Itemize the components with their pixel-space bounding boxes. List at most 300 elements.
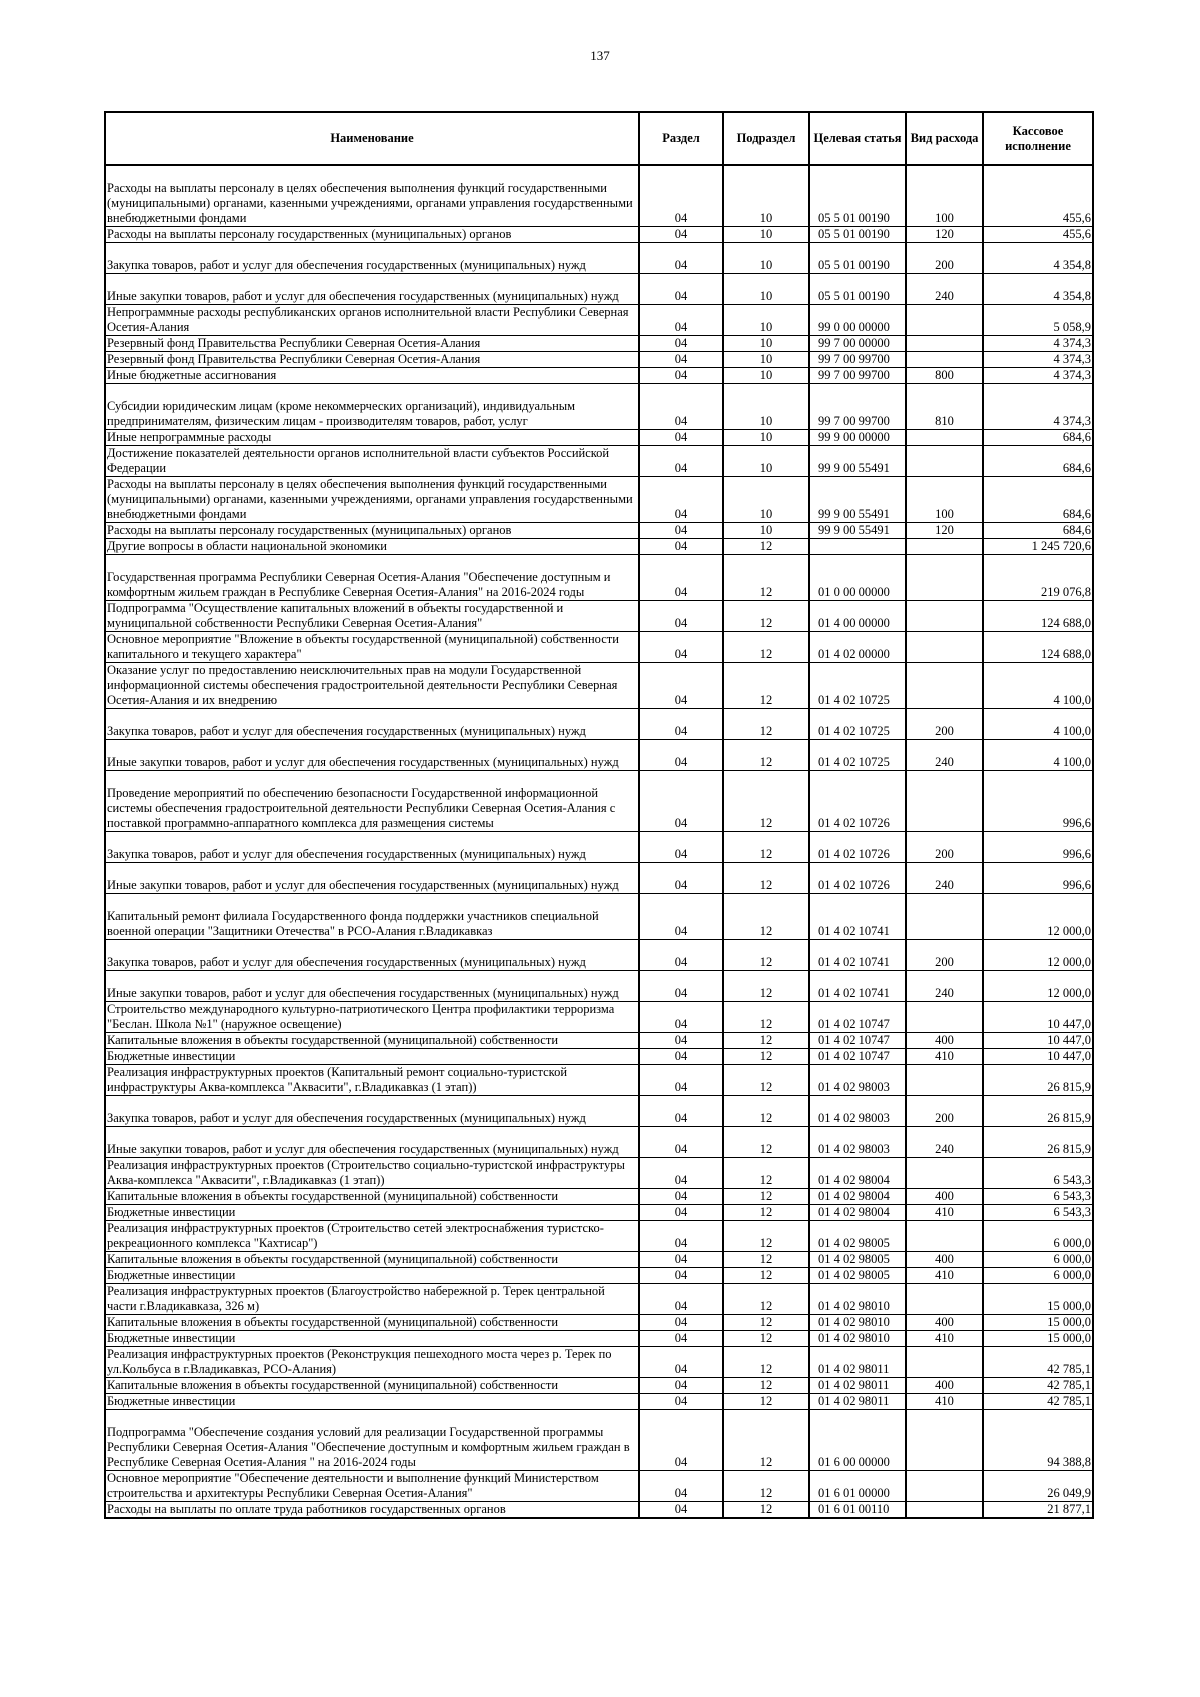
table-row (105, 1001, 1093, 1032)
cell-subsection: 12 (723, 1330, 809, 1346)
cell-section: 04 (639, 383, 723, 429)
cell-subsection: 12 (723, 831, 809, 862)
cell-name: Расходы на выплаты персоналу в целях обеспечения выполнения функций государственными (муниципальными) органами, казенными учреждениями, органами управления государственными внебюджетными фондами (105, 165, 639, 226)
table-row (105, 1409, 1093, 1470)
cell-type (906, 445, 983, 476)
cell-amount: 15 000,0 (983, 1283, 1093, 1314)
cell-amount: 124 688,0 (983, 631, 1093, 662)
cell-amount: 219 076,8 (983, 554, 1093, 600)
cell-subsection: 12 (723, 1204, 809, 1220)
cell-name: Подпрограмма "Осуществление капитальных вложений в объекты государственной и муниципальной собственности Республики Северная Осетия-Алания" (105, 600, 639, 631)
cell-target: 01 4 02 98011 (809, 1393, 906, 1409)
cell-type (906, 1501, 983, 1518)
cell-amount: 1 245 720,6 (983, 538, 1093, 554)
cell-section: 04 (639, 1126, 723, 1157)
cell-subsection: 12 (723, 970, 809, 1001)
cell-amount: 26 049,9 (983, 1470, 1093, 1501)
cell-amount: 94 388,8 (983, 1409, 1093, 1470)
cell-type: 100 (906, 165, 983, 226)
cell-type (906, 631, 983, 662)
cell-subsection: 12 (723, 893, 809, 939)
cell-subsection: 12 (723, 1267, 809, 1283)
cell-subsection: 10 (723, 165, 809, 226)
cell-target: 01 4 02 98010 (809, 1283, 906, 1314)
cell-target: 01 4 02 10725 (809, 708, 906, 739)
table-row (105, 335, 1093, 351)
header-subsection: Подраздел (723, 112, 809, 165)
cell-amount: 996,6 (983, 831, 1093, 862)
table-row (105, 1048, 1093, 1064)
cell-subsection: 12 (723, 1393, 809, 1409)
cell-amount: 5 058,9 (983, 304, 1093, 335)
cell-amount: 455,6 (983, 165, 1093, 226)
cell-name: Капитальные вложения в объекты государственной (муниципальной) собственности (105, 1251, 639, 1267)
table-row (105, 383, 1093, 429)
table-row (105, 1157, 1093, 1188)
cell-name: Закупка товаров, работ и услуг для обеспечения государственных (муниципальных) нужд (105, 242, 639, 273)
cell-type (906, 554, 983, 600)
table-row (105, 662, 1093, 708)
cell-section: 04 (639, 1283, 723, 1314)
cell-subsection: 12 (723, 1283, 809, 1314)
cell-type: 200 (906, 831, 983, 862)
cell-type (906, 335, 983, 351)
cell-name: Реализация инфраструктурных проектов (Строительство социально-туристской инфраструктуры Аква-комплекса "Аквасити", г.Владикавказ (1 этап)) (105, 1157, 639, 1188)
cell-type (906, 1220, 983, 1251)
page-number: 137 (590, 48, 610, 63)
cell-section: 04 (639, 600, 723, 631)
table-row (105, 1393, 1093, 1409)
cell-amount: 26 815,9 (983, 1064, 1093, 1095)
cell-amount: 6 543,3 (983, 1157, 1093, 1188)
cell-name: Бюджетные инвестиции (105, 1048, 639, 1064)
cell-amount: 996,6 (983, 862, 1093, 893)
cell-subsection: 10 (723, 429, 809, 445)
cell-subsection: 10 (723, 351, 809, 367)
cell-name: Реализация инфраструктурных проектов (Благоустройство набережной р. Терек центральной части г.Владикавказа, 326 м) (105, 1283, 639, 1314)
cell-subsection: 10 (723, 476, 809, 522)
cell-name: Достижение показателей деятельности органов исполнительной власти субъектов Российской Федерации (105, 445, 639, 476)
cell-section: 04 (639, 893, 723, 939)
header-section: Раздел (639, 112, 723, 165)
budget-table (104, 111, 1094, 1519)
cell-subsection: 12 (723, 1377, 809, 1393)
cell-amount: 6 000,0 (983, 1220, 1093, 1251)
cell-type: 200 (906, 1095, 983, 1126)
header-target: Целевая статья (809, 112, 906, 165)
cell-section: 04 (639, 554, 723, 600)
cell-name: Подпрограмма "Обеспечение создания условий для реализации Государственной программы Республики Северная Осетия-Алания "Обеспечение доступным и комфортным жильем граждан в Республике Северная Осетия-Алания " на 2016-2024 годы (105, 1409, 639, 1470)
cell-amount: 26 815,9 (983, 1095, 1093, 1126)
cell-amount: 6 543,3 (983, 1204, 1093, 1220)
cell-type: 240 (906, 739, 983, 770)
cell-type: 400 (906, 1032, 983, 1048)
cell-amount: 4 374,3 (983, 351, 1093, 367)
cell-subsection: 10 (723, 383, 809, 429)
cell-target: 01 4 02 98010 (809, 1330, 906, 1346)
cell-section: 04 (639, 1346, 723, 1377)
cell-section: 04 (639, 970, 723, 1001)
cell-section: 04 (639, 522, 723, 538)
cell-target (809, 538, 906, 554)
cell-type (906, 1283, 983, 1314)
cell-amount: 6 000,0 (983, 1267, 1093, 1283)
cell-subsection: 10 (723, 226, 809, 242)
cell-subsection: 12 (723, 1157, 809, 1188)
cell-section: 04 (639, 708, 723, 739)
cell-type (906, 429, 983, 445)
cell-amount: 4 374,3 (983, 335, 1093, 351)
cell-subsection: 12 (723, 1126, 809, 1157)
cell-amount: 684,6 (983, 429, 1093, 445)
cell-subsection: 10 (723, 242, 809, 273)
cell-amount: 21 877,1 (983, 1501, 1093, 1518)
cell-target: 99 7 00 99700 (809, 367, 906, 383)
cell-section: 04 (639, 1064, 723, 1095)
cell-amount: 10 447,0 (983, 1048, 1093, 1064)
table-row (105, 939, 1093, 970)
cell-target: 05 5 01 00190 (809, 226, 906, 242)
cell-target: 01 4 02 98003 (809, 1126, 906, 1157)
cell-subsection: 12 (723, 1346, 809, 1377)
cell-type (906, 1001, 983, 1032)
cell-name: Основное мероприятие "Обеспечение деятельности и выполнение функций Министерством строительства и архитектуры Республики Северная Осетия-Алания" (105, 1470, 639, 1501)
cell-target: 01 4 02 98003 (809, 1095, 906, 1126)
table-row (105, 1095, 1093, 1126)
cell-target: 01 4 02 98004 (809, 1204, 906, 1220)
cell-subsection: 12 (723, 554, 809, 600)
cell-name: Резервный фонд Правительства Республики Северная Осетия-Алания (105, 351, 639, 367)
cell-section: 04 (639, 476, 723, 522)
cell-target: 01 4 02 10741 (809, 939, 906, 970)
cell-name: Оказание услуг по предоставлению неисключительных прав на модули Государственной информационной системы обеспечения градостроительной деятельности Республики Северная Осетия-Алания и их внедрению (105, 662, 639, 708)
cell-target: 01 4 02 98011 (809, 1377, 906, 1393)
table-row (105, 970, 1093, 1001)
cell-amount: 26 815,9 (983, 1126, 1093, 1157)
cell-section: 04 (639, 1314, 723, 1330)
cell-name: Другие вопросы в области национальной экономики (105, 538, 639, 554)
cell-type: 120 (906, 226, 983, 242)
table-row (105, 893, 1093, 939)
cell-name: Закупка товаров, работ и услуг для обеспечения государственных (муниципальных) нужд (105, 1095, 639, 1126)
cell-name: Государственная программа Республики Северная Осетия-Алания "Обеспечение доступным и комфортным жильем граждан в Республике Северная Осетия-Алания" на 2016-2024 годы (105, 554, 639, 600)
cell-type: 810 (906, 383, 983, 429)
cell-subsection: 12 (723, 1314, 809, 1330)
cell-target: 01 4 02 10741 (809, 970, 906, 1001)
table-row (105, 831, 1093, 862)
cell-name: Расходы на выплаты по оплате труда работников государственных органов (105, 1501, 639, 1518)
cell-type (906, 1346, 983, 1377)
cell-section: 04 (639, 226, 723, 242)
cell-amount: 4 374,3 (983, 383, 1093, 429)
cell-amount: 455,6 (983, 226, 1093, 242)
cell-amount: 15 000,0 (983, 1314, 1093, 1330)
cell-subsection: 12 (723, 1188, 809, 1204)
table-row (105, 739, 1093, 770)
cell-type: 200 (906, 939, 983, 970)
cell-section: 04 (639, 1393, 723, 1409)
cell-type (906, 538, 983, 554)
cell-subsection: 12 (723, 600, 809, 631)
cell-name: Иные закупки товаров, работ и услуг для обеспечения государственных (муниципальных) нужд (105, 862, 639, 893)
cell-name: Основное мероприятие "Вложение в объекты государственной (муниципальной) собственности капитального и текущего характера" (105, 631, 639, 662)
cell-section: 04 (639, 631, 723, 662)
cell-type (906, 1157, 983, 1188)
cell-name: Капитальный ремонт филиала Государственного фонда поддержки участников специальной военной операции "Защитники Отечества" в РСО-Алания г.Владикавказ (105, 893, 639, 939)
cell-target: 01 4 02 10726 (809, 770, 906, 831)
cell-amount: 42 785,1 (983, 1393, 1093, 1409)
cell-target: 01 4 02 98005 (809, 1251, 906, 1267)
cell-section: 04 (639, 662, 723, 708)
cell-target: 01 4 02 98004 (809, 1188, 906, 1204)
cell-subsection: 12 (723, 1001, 809, 1032)
table-row (105, 165, 1093, 226)
cell-subsection: 12 (723, 662, 809, 708)
table-row (105, 1267, 1093, 1283)
cell-name: Бюджетные инвестиции (105, 1330, 639, 1346)
cell-subsection: 12 (723, 1470, 809, 1501)
cell-section: 04 (639, 1409, 723, 1470)
cell-name: Иные непрограммные расходы (105, 429, 639, 445)
cell-target: 01 4 02 98005 (809, 1220, 906, 1251)
table-row (105, 242, 1093, 273)
cell-subsection: 12 (723, 1251, 809, 1267)
cell-type: 410 (906, 1048, 983, 1064)
cell-name: Иные закупки товаров, работ и услуг для обеспечения государственных (муниципальных) нужд (105, 1126, 639, 1157)
cell-section: 04 (639, 304, 723, 335)
cell-target: 01 4 02 10725 (809, 662, 906, 708)
cell-amount: 15 000,0 (983, 1330, 1093, 1346)
cell-target: 99 9 00 55491 (809, 445, 906, 476)
cell-amount: 6 000,0 (983, 1251, 1093, 1267)
table-row (105, 367, 1093, 383)
cell-type: 240 (906, 970, 983, 1001)
cell-target: 01 4 02 98003 (809, 1064, 906, 1095)
header-type: Вид расхода (906, 112, 983, 165)
cell-target: 99 9 00 00000 (809, 429, 906, 445)
cell-section: 04 (639, 770, 723, 831)
table-row (105, 1188, 1093, 1204)
table-row (105, 304, 1093, 335)
table-row (105, 708, 1093, 739)
cell-type (906, 770, 983, 831)
cell-target: 01 4 02 98004 (809, 1157, 906, 1188)
cell-type: 410 (906, 1267, 983, 1283)
cell-amount: 124 688,0 (983, 600, 1093, 631)
cell-type: 100 (906, 476, 983, 522)
cell-amount: 684,6 (983, 476, 1093, 522)
cell-name: Резервный фонд Правительства Республики Северная Осетия-Алания (105, 335, 639, 351)
cell-amount: 4 354,8 (983, 273, 1093, 304)
cell-subsection: 10 (723, 445, 809, 476)
cell-name: Бюджетные инвестиции (105, 1204, 639, 1220)
cell-type (906, 1064, 983, 1095)
cell-section: 04 (639, 1377, 723, 1393)
cell-subsection: 12 (723, 538, 809, 554)
cell-section: 04 (639, 165, 723, 226)
header-amount: Кассовое исполнение (983, 112, 1093, 165)
cell-type: 400 (906, 1314, 983, 1330)
cell-target: 01 6 01 00000 (809, 1470, 906, 1501)
table-row (105, 445, 1093, 476)
cell-target: 01 6 00 00000 (809, 1409, 906, 1470)
cell-subsection: 10 (723, 335, 809, 351)
table-row (105, 1064, 1093, 1095)
cell-subsection: 10 (723, 367, 809, 383)
cell-subsection: 10 (723, 522, 809, 538)
cell-section: 04 (639, 351, 723, 367)
cell-section: 04 (639, 335, 723, 351)
table-row (105, 1314, 1093, 1330)
cell-amount: 4 354,8 (983, 242, 1093, 273)
cell-amount: 684,6 (983, 522, 1093, 538)
cell-section: 04 (639, 1032, 723, 1048)
cell-target: 01 4 02 10747 (809, 1032, 906, 1048)
cell-name: Закупка товаров, работ и услуг для обеспечения государственных (муниципальных) нужд (105, 939, 639, 970)
cell-amount: 10 447,0 (983, 1032, 1093, 1048)
cell-name: Расходы на выплаты персоналу государственных (муниципальных) органов (105, 522, 639, 538)
cell-amount: 12 000,0 (983, 939, 1093, 970)
table-row (105, 1330, 1093, 1346)
cell-name: Закупка товаров, работ и услуг для обеспечения государственных (муниципальных) нужд (105, 708, 639, 739)
cell-type (906, 1409, 983, 1470)
cell-name: Иные закупки товаров, работ и услуг для обеспечения государственных (муниципальных) нужд (105, 739, 639, 770)
cell-name: Иные закупки товаров, работ и услуг для обеспечения государственных (муниципальных) нужд (105, 273, 639, 304)
table-row (105, 600, 1093, 631)
cell-target: 01 4 00 00000 (809, 600, 906, 631)
cell-section: 04 (639, 1204, 723, 1220)
cell-amount: 12 000,0 (983, 893, 1093, 939)
cell-type: 410 (906, 1330, 983, 1346)
cell-name: Непрограммные расходы республиканских органов исполнительной власти Республики Северная Осетия-Алания (105, 304, 639, 335)
cell-target: 05 5 01 00190 (809, 242, 906, 273)
cell-subsection: 12 (723, 939, 809, 970)
cell-name: Бюджетные инвестиции (105, 1393, 639, 1409)
cell-subsection: 12 (723, 1048, 809, 1064)
cell-target: 99 7 00 00000 (809, 335, 906, 351)
cell-type: 410 (906, 1393, 983, 1409)
cell-name: Иные закупки товаров, работ и услуг для обеспечения государственных (муниципальных) нужд (105, 970, 639, 1001)
cell-type (906, 351, 983, 367)
cell-type: 200 (906, 708, 983, 739)
table-row (105, 1283, 1093, 1314)
cell-target: 05 5 01 00190 (809, 165, 906, 226)
cell-name: Капитальные вложения в объекты государственной (муниципальной) собственности (105, 1377, 639, 1393)
table-row (105, 1126, 1093, 1157)
cell-subsection: 12 (723, 1220, 809, 1251)
header-row (105, 112, 1093, 165)
table-row (105, 351, 1093, 367)
cell-target: 01 4 02 10725 (809, 739, 906, 770)
cell-subsection: 12 (723, 1409, 809, 1470)
table-row (105, 1032, 1093, 1048)
cell-name: Реализация инфраструктурных проектов (Строительство сетей электроснабжения туристско-рекреационного комплекса "Кахтисар") (105, 1220, 639, 1251)
cell-target: 99 7 00 99700 (809, 351, 906, 367)
cell-target: 99 7 00 99700 (809, 383, 906, 429)
table-row (105, 476, 1093, 522)
table-row (105, 1346, 1093, 1377)
table-row (105, 631, 1093, 662)
cell-target: 01 4 02 10747 (809, 1001, 906, 1032)
cell-name: Иные бюджетные ассигнования (105, 367, 639, 383)
cell-section: 04 (639, 429, 723, 445)
cell-target: 99 9 00 55491 (809, 522, 906, 538)
cell-amount: 6 543,3 (983, 1188, 1093, 1204)
header-name: Наименование (105, 112, 639, 165)
cell-type: 400 (906, 1377, 983, 1393)
table-row (105, 522, 1093, 538)
cell-name: Проведение мероприятий по обеспечению безопасности Государственной информационной системы обеспечения градостроительной деятельности Республики Северная Осетия-Алания с поставкой программно-аппаратного комплекса для размещения системы (105, 770, 639, 831)
cell-section: 04 (639, 1470, 723, 1501)
cell-type (906, 600, 983, 631)
cell-name: Субсидии юридическим лицам (кроме некоммерческих организаций), индивидуальным предпринимателям, физическим лицам - производителям товаров, работ, услуг (105, 383, 639, 429)
cell-subsection: 12 (723, 708, 809, 739)
cell-subsection: 12 (723, 770, 809, 831)
cell-amount: 684,6 (983, 445, 1093, 476)
cell-subsection: 12 (723, 1501, 809, 1518)
cell-amount: 42 785,1 (983, 1346, 1093, 1377)
cell-subsection: 10 (723, 304, 809, 335)
cell-section: 04 (639, 1501, 723, 1518)
cell-name: Бюджетные инвестиции (105, 1267, 639, 1283)
table-row (105, 1220, 1093, 1251)
cell-target: 01 4 02 10726 (809, 831, 906, 862)
cell-target: 01 4 02 10747 (809, 1048, 906, 1064)
cell-subsection: 12 (723, 1095, 809, 1126)
cell-target: 01 4 02 98005 (809, 1267, 906, 1283)
cell-name: Расходы на выплаты персоналу государственных (муниципальных) органов (105, 226, 639, 242)
cell-subsection: 12 (723, 739, 809, 770)
cell-target: 01 4 02 98010 (809, 1314, 906, 1330)
table-row (105, 1204, 1093, 1220)
cell-section: 04 (639, 273, 723, 304)
cell-subsection: 12 (723, 862, 809, 893)
cell-type (906, 893, 983, 939)
cell-type: 400 (906, 1188, 983, 1204)
cell-target: 01 0 00 00000 (809, 554, 906, 600)
cell-type (906, 304, 983, 335)
cell-type: 200 (906, 242, 983, 273)
table-row (105, 554, 1093, 600)
cell-amount: 4 100,0 (983, 708, 1093, 739)
cell-target: 01 6 01 00110 (809, 1501, 906, 1518)
cell-type: 410 (906, 1204, 983, 1220)
cell-section: 04 (639, 1330, 723, 1346)
cell-type: 240 (906, 862, 983, 893)
cell-type (906, 662, 983, 708)
cell-target: 99 0 00 00000 (809, 304, 906, 335)
cell-section: 04 (639, 1188, 723, 1204)
cell-section: 04 (639, 1001, 723, 1032)
cell-target: 01 4 02 10726 (809, 862, 906, 893)
table-row (105, 1501, 1093, 1518)
cell-amount: 12 000,0 (983, 970, 1093, 1001)
cell-section: 04 (639, 1157, 723, 1188)
cell-name: Капитальные вложения в объекты государственной (муниципальной) собственности (105, 1032, 639, 1048)
cell-name: Расходы на выплаты персоналу в целях обеспечения выполнения функций государственными (муниципальными) органами, казенными учреждениями, органами управления государственными внебюджетными фондами (105, 476, 639, 522)
cell-amount: 4 374,3 (983, 367, 1093, 383)
cell-type (906, 1470, 983, 1501)
table-row (105, 1377, 1093, 1393)
cell-amount: 4 100,0 (983, 739, 1093, 770)
cell-name: Реализация инфраструктурных проектов (Реконструкция пешеходного моста через р. Терек по ул.Кольбуса в г.Владикавказ, РСО-Алания) (105, 1346, 639, 1377)
cell-type: 240 (906, 1126, 983, 1157)
cell-section: 04 (639, 1095, 723, 1126)
table-row (105, 1470, 1093, 1501)
cell-section: 04 (639, 538, 723, 554)
cell-subsection: 12 (723, 631, 809, 662)
cell-target: 99 9 00 55491 (809, 476, 906, 522)
